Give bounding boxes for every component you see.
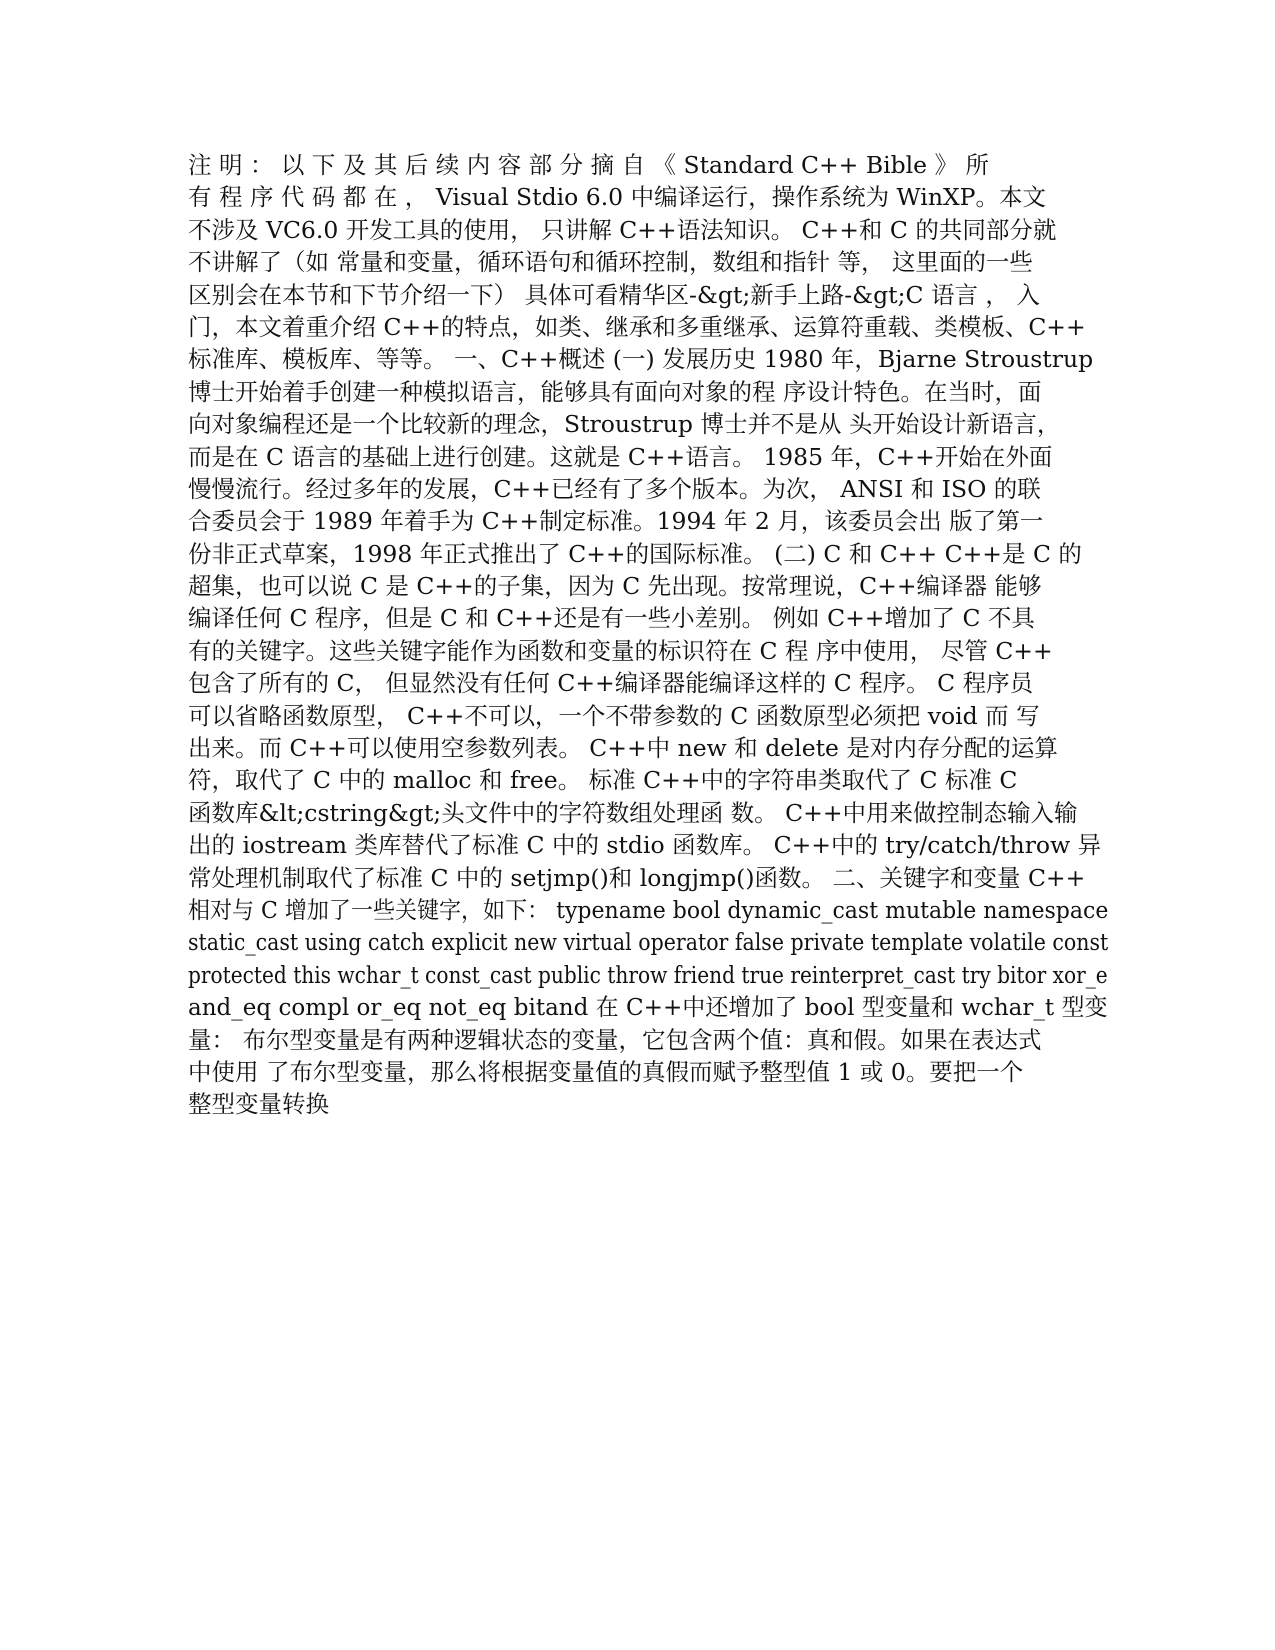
- text-line-29: 中使用 了布尔型变量，那么将根据变量值的真假而赋予整型值 1 或 0。要把一个: [188, 1057, 1024, 1086]
- text-line-9: 向对象编程还是一个比较新的理念，Stroustrup 博士并不是从 头开始设计新语言，: [188, 410, 1061, 439]
- text-line-2: 有 程 序 代 码 都 在 ， Visual Stdio 6.0 中编译运行，操作系统为 WinXP。本文: [188, 183, 1046, 212]
- text-line-17: 包含了所有的 C， 但显然没有任何 C++编译器能编译这样的 C 程序。 C 程序员: [188, 669, 1034, 698]
- text-line-10: 而是在 C 语言的基础上进行创建。这就是 C++语言。 1985 年，C++开始在外面: [188, 442, 1053, 471]
- text-line-26: protected this wchar_t const_cast public throw friend true reinterpret_cast try bitor xor_e: [188, 960, 1108, 989]
- text-line-28: 量： 布尔型变量是有两种逻辑状态的变量，它包含两个值：真和假。如果在表达式: [188, 1025, 1042, 1054]
- text-line-11: 慢慢流行。经过多年的发展，C++已经有了多个版本。为次， ANSI 和 ISO 的联: [188, 474, 1041, 503]
- text-line-22: 出的 iostream 类库替代了标准 C 中的 stdio 函数库。 C++中的 try/catch/throw 异: [188, 831, 1102, 860]
- text-line-18: 可以省略函数原型， C++不可以，一个不带参数的 C 函数原型必须把 void 而 写: [188, 701, 1040, 730]
- text-line-8: 博士开始着手创建一种模拟语言，能够具有面向对象的程 序设计特色。在当时，面: [188, 377, 1042, 406]
- text-line-20: 符，取代了 C 中的 malloc 和 free。 标准 C++中的字符串类取代了 C 标准 C: [188, 766, 1018, 795]
- text-line-5: 区别会在本节和下节介绍一下） 具体可看精华区-&gt;新手上路-&gt;C 语言 ， 入: [188, 280, 1040, 309]
- text-line-1: 注 明 ： 以 下 及 其 后 续 内 容 部 分 摘 自 《 Standard C++ Bible 》 所: [188, 151, 990, 179]
- text-line-30: 整型变量转换: [188, 1090, 329, 1119]
- text-line-4: 不讲解了（如 常量和变量，循环语句和循环控制，数组和指针 等， 这里面的一些: [188, 248, 1033, 277]
- text-line-15: 编译任何 C 程序，但是 C 和 C++还是有一些小差别。 例如 C++增加了 C 不具: [188, 604, 1035, 633]
- text-line-12: 合委员会于 1989 年着手为 C++制定标准。1994 年 2 月，该委员会出 版了第一: [188, 507, 1044, 536]
- text-line-14: 超集，也可以说 C 是 C++的子集，因为 C 先出现。按常理说，C++编译器 能够: [188, 572, 1042, 601]
- body-text: [188, 149, 1108, 1121]
- text-line-6: 门，本文着重介绍 C++的特点，如类、继承和多重继承、运算符重载、类模板、C++: [188, 312, 1086, 341]
- text-line-16: 有的关键字。这些关键字能作为函数和变量的标识符在 C 程 序中使用， 尽管 C++: [188, 636, 1053, 665]
- text-line-13: 份非正式草案，1998 年正式推出了 C++的国际标准。 (二) C 和 C++ C++是 C 的: [188, 539, 1082, 568]
- text-line-27: and_eq compl or_eq not_eq bitand 在 C++中还增加了 bool 型变量和 wchar_t 型变: [188, 993, 1108, 1022]
- text-line-23: 常处理机制取代了标准 C 中的 setjmp()和 longjmp()函数。 二、关键字和变量 C++: [188, 863, 1086, 892]
- text-line-25: static_cast using catch explicit new virtual operator false private template volatile const: [188, 928, 1109, 957]
- text-line-19: 出来。而 C++可以使用空参数列表。 C++中 new 和 delete 是对内存分配的运算: [188, 734, 1058, 763]
- text-line-24: 相对与 C 增加了一些关键字，如下： typename bool dynamic_cast mutable namespace: [188, 895, 1109, 924]
- text-line-7: 标准库、模板库、等等。 一、C++概述 (一) 发展历史 1980 年，Bjarne Stroustrup: [188, 345, 1094, 374]
- text-line-21: 函数库&lt;cstring&gt;头文件中的字符数组处理函 数。 C++中用来做控制态输入输: [188, 798, 1078, 827]
- text-line-3: 不涉及 VC6.0 开发工具的使用， 只讲解 C++语法知识。 C++和 C 的共同部分就: [188, 215, 1057, 244]
